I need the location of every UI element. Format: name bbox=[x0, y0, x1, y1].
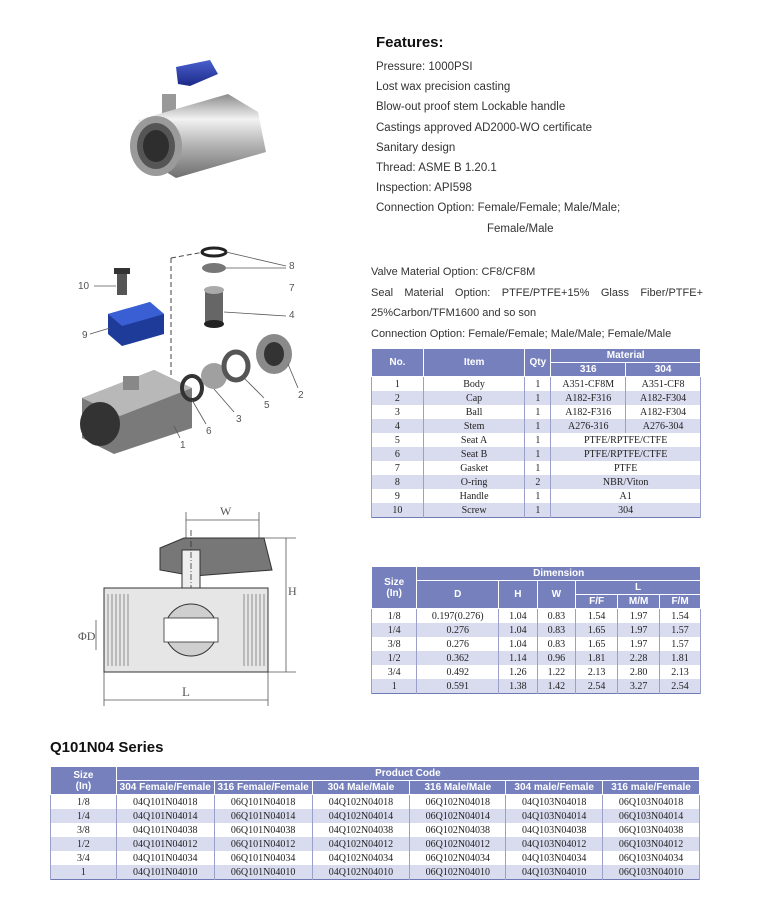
cell-code: 04Q102N04010 bbox=[312, 865, 410, 880]
features-section bbox=[376, 34, 746, 239]
cell-material: A1 bbox=[551, 489, 701, 503]
cell-code: 04Q101N04034 bbox=[116, 851, 214, 865]
cell-w: 1.42 bbox=[537, 679, 576, 694]
feature-line: Sanitary design bbox=[376, 141, 456, 154]
cell-qty: 1 bbox=[525, 419, 551, 433]
cell-code: 04Q103N04014 bbox=[506, 809, 603, 823]
table-row bbox=[372, 419, 701, 433]
table-row bbox=[372, 447, 701, 461]
material-table bbox=[371, 348, 701, 518]
cell-code: 06Q103N04010 bbox=[603, 865, 700, 880]
valve-material-option: Valve Material Option: CF8/CF8M bbox=[371, 266, 536, 278]
cell-d: 0.362 bbox=[417, 651, 499, 665]
cell-qty: 1 bbox=[525, 503, 551, 518]
cell-item: Body bbox=[423, 377, 525, 392]
cell-item: O-ring bbox=[423, 475, 525, 489]
table-row bbox=[372, 475, 701, 489]
table-row bbox=[372, 433, 701, 447]
part-label: 5 bbox=[264, 400, 270, 411]
cell-item: Stem bbox=[423, 419, 525, 433]
cell-qty: 1 bbox=[525, 461, 551, 475]
exploded-view-diagram bbox=[74, 238, 314, 458]
table-row bbox=[372, 461, 701, 475]
cell-material: PTFE/RPTFE/CTFE bbox=[551, 447, 701, 461]
cell-mm: 2.28 bbox=[618, 651, 660, 665]
col-header-item: Item bbox=[423, 349, 525, 377]
cell-code: 04Q101N04010 bbox=[116, 865, 214, 880]
feature-line: Female/Male bbox=[487, 222, 554, 235]
cell-code: 06Q101N04010 bbox=[214, 865, 312, 880]
cell-ff: 2.54 bbox=[576, 679, 618, 694]
cell-code: 04Q101N04012 bbox=[116, 837, 214, 851]
cell-d: 0.591 bbox=[417, 679, 499, 694]
cell-w: 0.83 bbox=[537, 609, 576, 624]
feature-line: Lost wax precision casting bbox=[376, 81, 511, 94]
cell-size: 1/4 bbox=[51, 809, 117, 823]
cell-fm: 2.13 bbox=[660, 665, 701, 679]
col-header-304: 304 bbox=[626, 363, 701, 377]
cell-316: A182-F316 bbox=[551, 405, 626, 419]
cell-code: 04Q102N04038 bbox=[312, 823, 410, 837]
cell-code: 04Q103N04034 bbox=[506, 851, 603, 865]
cell-h: 1.04 bbox=[499, 637, 538, 651]
cell-code: 06Q103N04034 bbox=[603, 851, 700, 865]
col-header-variant: 304 Male/Male bbox=[312, 781, 410, 795]
cell-size: 3/4 bbox=[51, 851, 117, 865]
cell-item: Ball bbox=[423, 405, 525, 419]
cell-304: A182-F304 bbox=[626, 391, 701, 405]
col-header-variant: 304 Female/Female bbox=[116, 781, 214, 795]
cell-code: 04Q101N04018 bbox=[116, 795, 214, 810]
table-row bbox=[51, 851, 700, 865]
cell-size: 3/8 bbox=[51, 823, 117, 837]
table-row bbox=[372, 489, 701, 503]
cell-code: 06Q102N04010 bbox=[410, 865, 506, 880]
cell-h: 1.14 bbox=[499, 651, 538, 665]
cell-code: 04Q102N04034 bbox=[312, 851, 410, 865]
cell-size: 3/8 bbox=[372, 637, 417, 651]
cell-code: 04Q102N04012 bbox=[312, 837, 410, 851]
part-label: 1 bbox=[180, 440, 186, 451]
cell-material: PTFE/RPTFE/CTFE bbox=[551, 433, 701, 447]
cell-ff: 1.65 bbox=[576, 637, 618, 651]
col-header-size bbox=[372, 567, 417, 609]
cell-size: 1/2 bbox=[51, 837, 117, 851]
col-header-316: 316 bbox=[551, 363, 626, 377]
cell-material: 304 bbox=[551, 503, 701, 518]
cell-item: Gasket bbox=[423, 461, 525, 475]
cell-code: 04Q103N04012 bbox=[506, 837, 603, 851]
size-unit: (In) bbox=[386, 587, 402, 599]
col-header-variant: 304 male/Female bbox=[506, 781, 603, 795]
cell-qty: 1 bbox=[525, 405, 551, 419]
cell-qty: 1 bbox=[525, 433, 551, 447]
dimension-label-l: L bbox=[182, 684, 190, 699]
options-section bbox=[371, 262, 703, 344]
cell-w: 0.96 bbox=[537, 651, 576, 665]
table-row bbox=[372, 651, 701, 665]
cell-material: PTFE bbox=[551, 461, 701, 475]
cell-code: 06Q101N04012 bbox=[214, 837, 312, 851]
cell-item: Cap bbox=[423, 391, 525, 405]
cell-no: 6 bbox=[372, 447, 424, 461]
cell-code: 04Q101N04014 bbox=[116, 809, 214, 823]
part-label: 7 bbox=[289, 283, 295, 294]
part-label: 6 bbox=[206, 426, 212, 437]
cell-d: 0.276 bbox=[417, 637, 499, 651]
cell-316: A182-F316 bbox=[551, 391, 626, 405]
valve-photo bbox=[118, 34, 278, 184]
cell-ff: 2.13 bbox=[576, 665, 618, 679]
cell-code: 06Q103N04012 bbox=[603, 837, 700, 851]
cell-ff: 1.81 bbox=[576, 651, 618, 665]
dimension-label-h: H bbox=[288, 584, 297, 598]
cell-304: A182-F304 bbox=[626, 405, 701, 419]
feature-line: Thread: ASME B 1.20.1 bbox=[376, 162, 497, 175]
cell-code: 04Q101N04038 bbox=[116, 823, 214, 837]
part-label: 3 bbox=[236, 414, 242, 425]
col-header-mm: M/M bbox=[618, 595, 660, 609]
cell-no: 8 bbox=[372, 475, 424, 489]
col-header-h: H bbox=[499, 581, 538, 609]
cell-item: Seat A bbox=[423, 433, 525, 447]
size-unit: (In) bbox=[75, 780, 92, 792]
seal-material-option-cont: 25%Carbon/TFM1600 and so son bbox=[371, 307, 537, 319]
cell-size: 3/4 bbox=[372, 665, 417, 679]
cell-no: 1 bbox=[372, 377, 424, 392]
cell-ff: 1.65 bbox=[576, 623, 618, 637]
cell-h: 1.04 bbox=[499, 609, 538, 624]
connection-option: Connection Option: Female/Female; Male/Male; Female/Male bbox=[371, 327, 672, 340]
cell-size: 1/4 bbox=[372, 623, 417, 637]
col-header-no: No. bbox=[372, 349, 424, 377]
dimension-table bbox=[371, 566, 701, 694]
cell-code: 06Q103N04018 bbox=[603, 795, 700, 810]
table-row bbox=[372, 503, 701, 518]
col-header-product-code: Product Code bbox=[116, 767, 699, 781]
size-label: Size bbox=[73, 769, 94, 781]
cell-code: 06Q101N04034 bbox=[214, 851, 312, 865]
cell-code: 06Q101N04018 bbox=[214, 795, 312, 810]
part-label: 10 bbox=[78, 281, 90, 292]
cell-316: A351-CF8M bbox=[551, 377, 626, 392]
cell-mm: 1.97 bbox=[618, 609, 660, 624]
cell-code: 06Q102N04038 bbox=[410, 823, 506, 837]
col-header-variant: 316 Female/Female bbox=[214, 781, 312, 795]
col-header-variant: 316 Male/Male bbox=[410, 781, 506, 795]
cell-code: 06Q102N04014 bbox=[410, 809, 506, 823]
col-header-size bbox=[51, 767, 117, 795]
cell-fm: 1.54 bbox=[660, 609, 701, 624]
part-label: 4 bbox=[289, 310, 295, 321]
cell-qty: 2 bbox=[525, 475, 551, 489]
col-header-d: D bbox=[417, 581, 499, 609]
cell-fm: 2.54 bbox=[660, 679, 701, 694]
size-label: Size bbox=[384, 576, 405, 588]
cell-code: 06Q102N04012 bbox=[410, 837, 506, 851]
table-row bbox=[372, 405, 701, 419]
table-row bbox=[372, 623, 701, 637]
col-header-variant: 316 male/Female bbox=[603, 781, 700, 795]
cell-size: 1 bbox=[51, 865, 117, 880]
feature-line: Connection Option: Female/Female; Male/Male; bbox=[376, 202, 621, 215]
cell-qty: 1 bbox=[525, 391, 551, 405]
cell-size: 1/2 bbox=[372, 651, 417, 665]
cell-304: A351-CF8 bbox=[626, 377, 701, 392]
cell-material: NBR/Viton bbox=[551, 475, 701, 489]
col-header-l: L bbox=[576, 581, 701, 595]
table-row bbox=[51, 809, 700, 823]
cell-w: 0.83 bbox=[537, 637, 576, 651]
dimension-label-w: W bbox=[220, 504, 232, 518]
table-row bbox=[372, 665, 701, 679]
cell-ff: 1.54 bbox=[576, 609, 618, 624]
cell-no: 3 bbox=[372, 405, 424, 419]
cell-no: 7 bbox=[372, 461, 424, 475]
cell-qty: 1 bbox=[525, 377, 551, 392]
cell-d: 0.197(0.276) bbox=[417, 609, 499, 624]
cell-h: 1.26 bbox=[499, 665, 538, 679]
col-header-qty: Qty bbox=[525, 349, 551, 377]
table-row bbox=[51, 823, 700, 837]
cell-mm: 3.27 bbox=[618, 679, 660, 694]
cell-size: 1 bbox=[372, 679, 417, 694]
cell-mm: 1.97 bbox=[618, 623, 660, 637]
cell-304: A276-304 bbox=[626, 419, 701, 433]
cell-mm: 1.97 bbox=[618, 637, 660, 651]
cell-no: 10 bbox=[372, 503, 424, 518]
table-row bbox=[372, 637, 701, 651]
cell-code: 06Q101N04038 bbox=[214, 823, 312, 837]
col-header-ff: F/F bbox=[576, 595, 618, 609]
dimension-label-d: ΦD bbox=[78, 629, 96, 643]
cell-item: Screw bbox=[423, 503, 525, 518]
cell-code: 06Q103N04014 bbox=[603, 809, 700, 823]
cell-fm: 1.57 bbox=[660, 637, 701, 651]
cell-fm: 1.81 bbox=[660, 651, 701, 665]
cell-h: 1.38 bbox=[499, 679, 538, 694]
feature-line: Pressure: 1000PSI bbox=[376, 61, 473, 73]
table-row bbox=[372, 391, 701, 405]
seal-material-option: Seal Material Option: PTFE/PTFE+15% Glass Fiber/PTFE+ bbox=[371, 286, 703, 299]
cell-qty: 1 bbox=[525, 447, 551, 461]
col-header-fm: F/M bbox=[660, 595, 701, 609]
cell-code: 04Q103N04010 bbox=[506, 865, 603, 880]
features-title: Features: bbox=[376, 34, 444, 51]
cell-code: 06Q102N04034 bbox=[410, 851, 506, 865]
cell-code: 04Q102N04014 bbox=[312, 809, 410, 823]
cell-item: Seat B bbox=[423, 447, 525, 461]
cross-section-diagram bbox=[74, 500, 299, 720]
product-code-table bbox=[50, 766, 700, 880]
cell-no: 5 bbox=[372, 433, 424, 447]
cell-code: 06Q103N04038 bbox=[603, 823, 700, 837]
cell-code: 04Q103N04018 bbox=[506, 795, 603, 810]
table-row bbox=[372, 679, 701, 694]
col-header-material: Material bbox=[551, 349, 701, 363]
cell-code: 06Q101N04014 bbox=[214, 809, 312, 823]
cell-item: Handle bbox=[423, 489, 525, 503]
cell-no: 4 bbox=[372, 419, 424, 433]
cell-code: 06Q102N04018 bbox=[410, 795, 506, 810]
part-label: 9 bbox=[82, 330, 88, 341]
col-header-dimension: Dimension bbox=[417, 567, 701, 581]
part-label: 8 bbox=[289, 261, 295, 272]
table-row bbox=[51, 837, 700, 851]
table-row bbox=[372, 609, 701, 624]
series-title: Q101N04 Series bbox=[50, 739, 164, 756]
col-header-w: W bbox=[537, 581, 576, 609]
cell-no: 9 bbox=[372, 489, 424, 503]
cell-size: 1/8 bbox=[51, 795, 117, 810]
cell-qty: 1 bbox=[525, 489, 551, 503]
feature-line: Blow-out proof stem Lockable handle bbox=[376, 101, 566, 114]
feature-line: Castings approved AD2000-WO certificate bbox=[376, 121, 593, 134]
cell-fm: 1.57 bbox=[660, 623, 701, 637]
cell-w: 1.22 bbox=[537, 665, 576, 679]
table-row bbox=[51, 865, 700, 880]
cell-d: 0.492 bbox=[417, 665, 499, 679]
cell-316: A276-316 bbox=[551, 419, 626, 433]
cell-code: 04Q102N04018 bbox=[312, 795, 410, 810]
table-row bbox=[372, 377, 701, 392]
cell-size: 1/8 bbox=[372, 609, 417, 624]
cell-d: 0.276 bbox=[417, 623, 499, 637]
part-label: 2 bbox=[298, 390, 304, 401]
cell-h: 1.04 bbox=[499, 623, 538, 637]
cell-no: 2 bbox=[372, 391, 424, 405]
feature-line: Inspection: API598 bbox=[376, 182, 472, 195]
cell-w: 0.83 bbox=[537, 623, 576, 637]
table-row bbox=[51, 795, 700, 810]
cell-code: 04Q103N04038 bbox=[506, 823, 603, 837]
cell-mm: 2.80 bbox=[618, 665, 660, 679]
